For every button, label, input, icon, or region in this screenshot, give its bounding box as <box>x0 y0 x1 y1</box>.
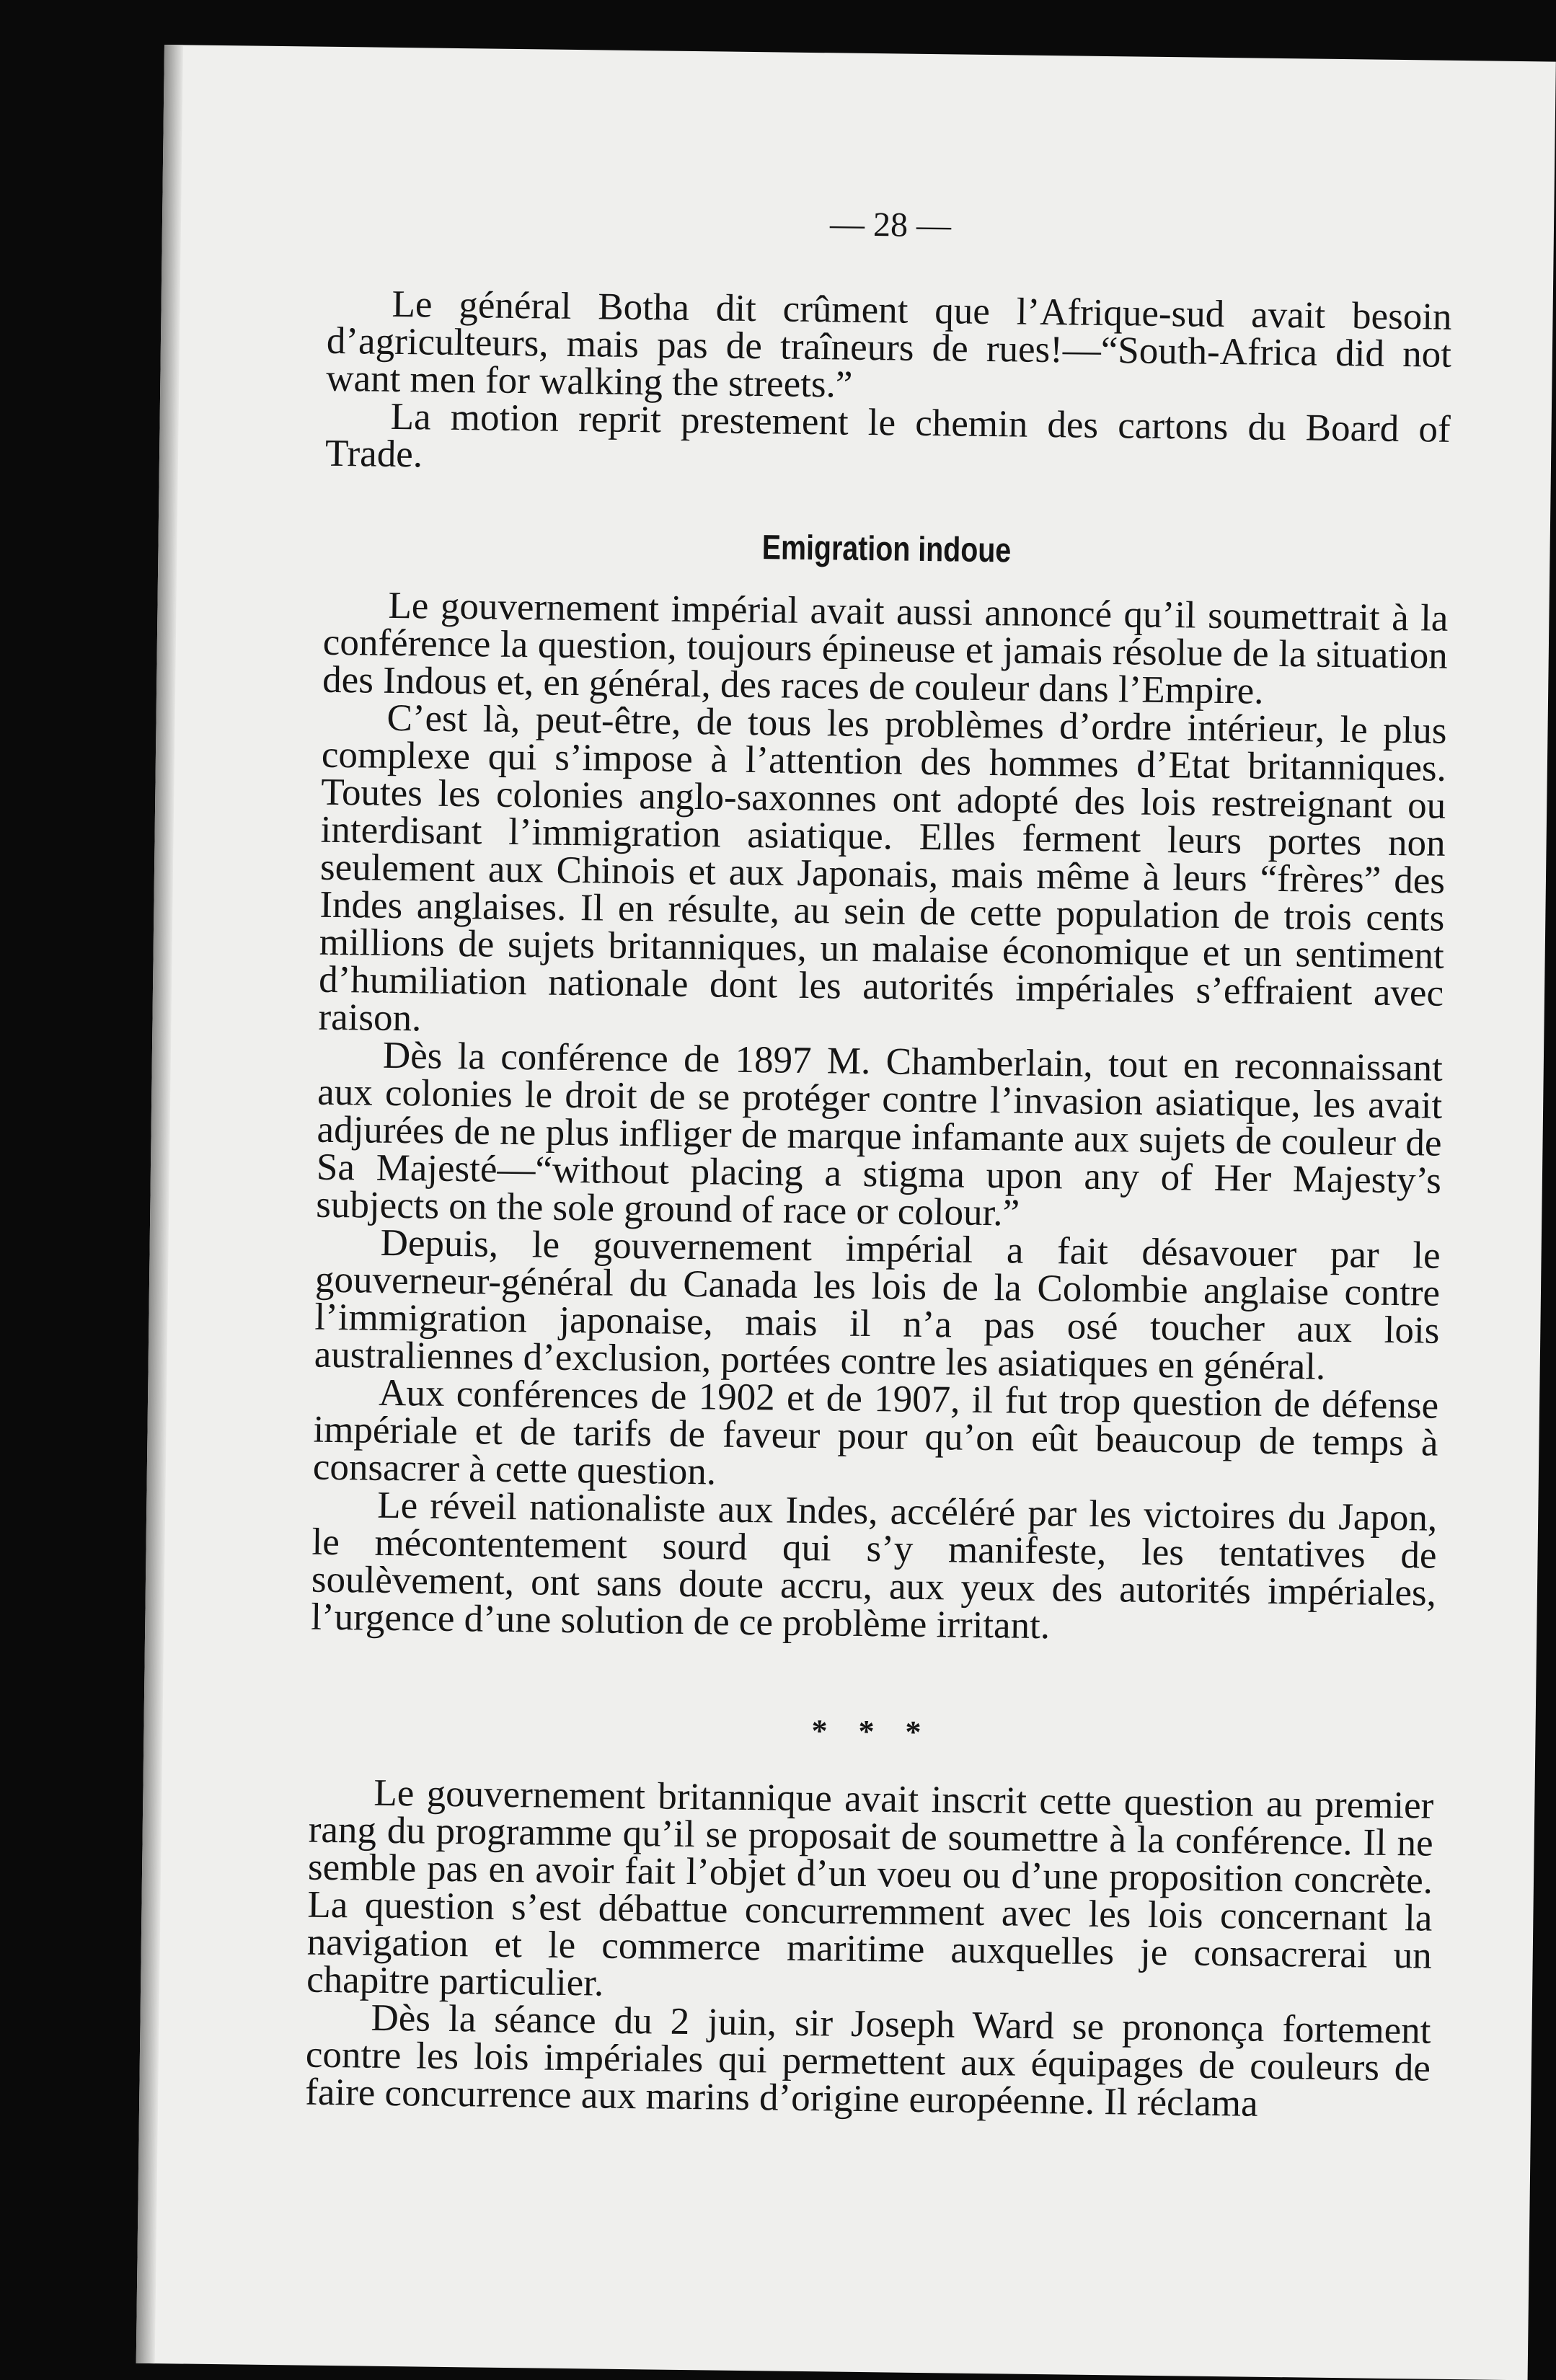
section-heading: Emigration indoue <box>761 528 1012 570</box>
page-number: — 28 — <box>829 205 952 245</box>
section-paragraphs <box>311 586 1449 1650</box>
paragraph: C’est là, peut-être, de tous les problèmes d’ordre intérieur, le plus complexe qui s’impose à l’attention des hommes d’Etat britanniques. Toutes les colonies anglo-saxonnes ont adopté des lois restreignant ou interdisant l’immigration asiatique. Elles ferment leurs portes non seulement aux Chinois et aux Japonais, mais même à leurs “frères” des Indes anglaises. Il en résulte, au sein de cette population de trois cents millions de sujets britanniques, un malaise économique et un sentiment d’humiliation nationale dont les autorités impériales s’effraient avec raison. <box>318 696 1447 1040</box>
top-paragraphs <box>325 285 1452 486</box>
paragraph: Dès la séance du 2 juin, sir Joseph Ward se prononça fortement contre les lois impériales qui permettent aux équipages de couleurs de faire concurrence aux marins d’origine européenne. Il réclama <box>304 1996 1431 2125</box>
page-text-column <box>304 47 1455 2125</box>
paragraph: Aux conférences de 1902 et de 1907, il fut trop question de défense impériale et de tarifs de faveur pour qu’on eût beaucoup de temps à consacrer à cette question. <box>312 1371 1439 1493</box>
paragraph: La motion reprit prestement le chemin des cartons du Board of Trade. <box>324 395 1451 476</box>
paragraph: Le gouvernement britannique avait inscrit cette question au premier rang du programme qu’il se proposait de soumettre à la conférence. Il ne semble pas en avoir fait l’objet d’un voeu ou d’une proposition concrète. La question s’est débattue concurremment avec les lois concernant la navigation et le commerce maritime auxquelles je consacrerai un chapitre particulier. <box>306 1771 1434 2004</box>
scanned-page <box>136 45 1556 2380</box>
page-edge-shadow <box>136 45 183 2363</box>
paragraph: Le gouvernement impérial avait aussi annoncé qu’il soumettrait à la conférence la question, toujours épineuse et jamais résolue de la situation des Indous et, en général, des races de couleur dans l’Empire. <box>322 584 1449 712</box>
paragraph: Le général Botha dit crûment que l’Afrique-sud avait besoin d’agriculteurs, mais pas de traîneurs de rues!—“South-Africa did not want men for walking the streets.” <box>326 283 1452 406</box>
paragraph: Le réveil nationaliste aux Indes, accéléré par les victoires du Japon, le mécontentement sourd qui s’y manifeste, les tentatives de soulèvement, ont sans doute accru, aux yeux des autorités impériales, l’urgence d’une solution de ce problème irritant. <box>311 1484 1438 1647</box>
paragraph: Depuis, le gouvernement impérial a fait désavouer par le gouverneur-général du Canada les lois de la Colombie anglaise contre l’immigration japonaise, mais il n’a pas osé toucher aux lois australiennes d’exclusion, portées contre les asiatiques en général. <box>314 1221 1441 1388</box>
section-separator: * * * <box>811 1713 933 1751</box>
paragraph: Dès la conférence de 1897 M. Chamberlain, tout en reconnaissant aux colonies le droit de se protéger contre l’invasion asiatique, les avait adjurées de ne plus infliger de marque infamante aux sujets de couleur de Sa Majesté—“without placing a stigma upon any of Her Majesty’s subjects on the sole ground of race or colour.” <box>316 1034 1444 1234</box>
bottom-paragraphs <box>304 1771 1434 2125</box>
